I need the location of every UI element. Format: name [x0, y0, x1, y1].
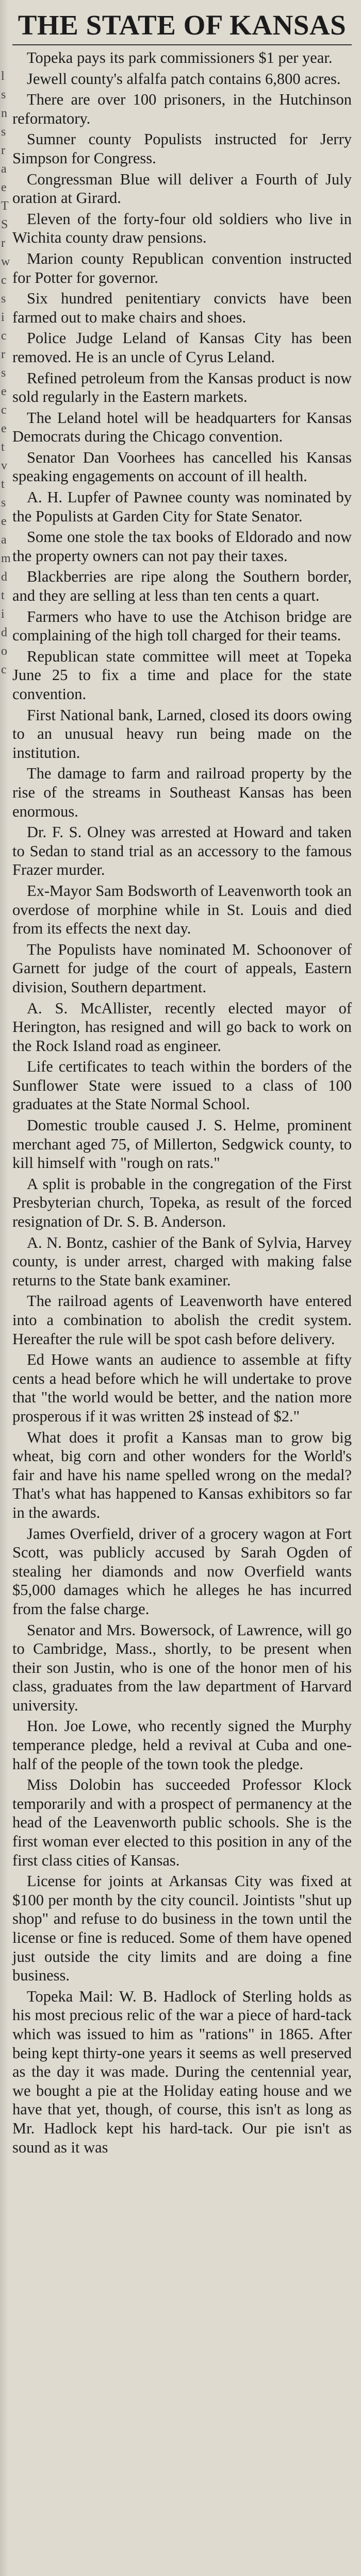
margin-letter: r	[1, 348, 5, 361]
margin-letter: c	[1, 403, 7, 417]
margin-letter: n	[1, 107, 7, 120]
margin-letter: t	[1, 478, 5, 491]
news-item: Domestic trouble caused J. S. Helme, prominent merchant aged 75, of Millerton, Sedgwick county, to kill himself with "rough on rats."	[12, 1116, 352, 1172]
news-item: A. H. Lupfer of Pawnee county was nominated by the Populists at Garden City for State Senator.	[12, 488, 352, 525]
news-item: Police Judge Leland of Kansas City has been removed. He is an uncle of Cyrus Leland.	[12, 329, 352, 366]
margin-letter: r	[1, 144, 5, 157]
news-item: The Populists have nominated M. Schoonover of Garnett for judge of the court of appeals, Eastern division, Southern department.	[12, 940, 352, 996]
news-items-column	[12, 48, 352, 2157]
margin-letter: s	[1, 125, 6, 139]
margin-letter: c	[1, 663, 7, 676]
margin-letter: i	[1, 607, 5, 621]
news-item: Ex-Mayor Sam Bodsworth of Leavenworth took an overdose of morphine while in St. Louis and died from its effects the next day.	[12, 882, 352, 938]
margin-letter: T	[1, 199, 9, 213]
news-item: Topeka Mail: W. B. Hadlock of Sterling holds as his most precious relic of the war a piece of hard-tack which was issued to him as "rations" in 1865. After being kept thirty-one years it seems as well preserved as the day it was made. During the centennial year, we bought a pie at the Holiday eating house and we have that yet, though, of course, this isn't as long as Mr. Hadlock kept his hard-tack. Our pie isn't as sound as it was	[12, 1987, 352, 2156]
margin-letter: m	[1, 552, 11, 565]
margin-letter: t	[1, 440, 5, 454]
news-item: Republican state committee will meet at Topeka June 25 to fix a time and place for the state convention.	[12, 647, 352, 703]
news-item: License for joints at Arkansas City was fixed at $100 per month by the city council. Jointists "shut up shop" and refuse to do business in the town until the license or fine is reduced. Some of them have opened just outside the city limits and are doing a fine business.	[12, 1872, 352, 1985]
news-item: Hon. Joe Lowe, who recently signed the Murphy temperance pledge, held a revival at Cuba and one-half of the people of the town took the pledge.	[12, 1717, 352, 1773]
margin-letter: e	[1, 181, 7, 194]
news-item: Dr. F. S. Olney was arrested at Howard and taken to Sedan to stand trial as an accessory to the famous Frazer murder.	[12, 823, 352, 879]
margin-letter-column	[1, 67, 11, 679]
news-item: There are over 100 prisoners, in the Hutchinson reformatory.	[12, 91, 352, 127]
news-item: Topeka pays its park commissioners $1 per year.	[27, 49, 333, 66]
news-item: Life certificates to teach within the borders of the Sunflower State were issued to a class of 100 graduates at the State Normal School.	[12, 1058, 352, 1113]
news-item: Refined petroleum from the Kansas product is now sold regularly in the Eastern markets.	[12, 369, 352, 406]
margin-letter: s	[1, 88, 6, 101]
news-item: A. S. McAllister, recently elected mayor of Herington, has resigned and will go back to work on the Rock Island road as engineer.	[12, 999, 352, 1055]
news-item: The Leland hotel will be headquarters for Kansas Democrats during the Chicago convention.	[12, 409, 352, 446]
news-item: Miss Dolobin has succeeded Professor Klock temporarily and with a prospect of permanency at the head of the Leavenworth public schools. She is the first woman ever elected to this position in any of the first class cities of Kansas.	[12, 1776, 352, 1869]
margin-letter: e	[1, 422, 7, 435]
margin-letter: e	[1, 385, 7, 398]
news-item: What does it profit a Kansas man to grow big wheat, big corn and other wonders for the World's fair and have his name spelled wrong on the medal? That's what has happened to Kansas exhibitors so far in the awards.	[12, 1428, 352, 1521]
news-item: Ed Howe wants an audience to assemble at fifty cents a head before which he will undertake to prove that "the world would be better, and the nation more prosperous if it was written 2$ instead of $2."	[12, 1351, 352, 1425]
margin-letter: v	[1, 459, 7, 472]
news-item: Some one stole the tax books of Eldorado and now the property owners can not pay their taxes.	[12, 528, 352, 565]
news-item: Congressman Blue will deliver a Fourth of July oration at Girard.	[12, 170, 352, 207]
news-item: Marion county Republican convention instructed for Potter for governor.	[12, 249, 352, 286]
margin-letter: c	[1, 274, 7, 287]
page-headline: THE STATE OF KANSAS	[12, 9, 352, 45]
news-item: Blackberries are ripe along the Southern border, and they are selling at less than ten cents a quart.	[12, 568, 352, 605]
news-item: First National bank, Larned, closed its doors owing to an unusual heavy run being made on the institution.	[12, 706, 352, 761]
margin-letter: t	[1, 589, 5, 602]
margin-letter: a	[1, 533, 7, 547]
margin-letter: l	[1, 70, 5, 83]
margin-letter: s	[1, 366, 6, 380]
news-item: Six hundred penitentiary convicts have been farmed out to make chairs and shoes.	[12, 290, 352, 326]
margin-letter: d	[1, 570, 7, 584]
news-item: Farmers who have to use the Atchison bridge are complaining of the high toll charged for their teams.	[12, 607, 352, 645]
margin-letter: d	[1, 626, 7, 639]
news-item: A. N. Bontz, cashier of the Bank of Sylvia, Harvey county, is under arrest, charged with making false returns to the State bank examiner.	[12, 1233, 352, 1289]
margin-letter: w	[1, 255, 10, 268]
news-item: Senator Dan Voorhees has cancelled his Kansas speaking engagements on account of ill health.	[12, 448, 352, 485]
margin-letter: s	[1, 292, 6, 306]
news-item: The damage to farm and railroad property by the rise of the streams in Southeast Kansas has been enormous.	[12, 765, 352, 820]
news-item: Senator and Mrs. Bowersock, of Lawrence, will go to Cambridge, Mass., shortly, to be present when their son Justin, who is one of the honor men of his class, graduates from the law department of Harvard university.	[12, 1621, 352, 1714]
news-item: Sumner county Populists instructed for Jerry Simpson for Congress.	[12, 130, 352, 167]
news-item: Jewell county's alfalfa patch contains 6,800 acres.	[27, 70, 341, 88]
news-item: The railroad agents of Leavenworth have entered into a combination to abolish the credit system. Hereafter the rule will be spot cash before delivery.	[12, 1292, 352, 1348]
margin-letter: o	[1, 645, 7, 658]
news-item: Eleven of the forty-four old soldiers who live in Wichita county draw pensions.	[12, 210, 352, 247]
news-item: A split is probable in the congregation of the First Presbyterian church, Topeka, as result of the forced resignation of Dr. S. B. Anderson.	[12, 1175, 352, 1231]
margin-letter: S	[1, 218, 8, 231]
margin-letter: e	[1, 515, 7, 528]
margin-letter: i	[1, 311, 5, 324]
margin-letter: a	[1, 162, 7, 176]
margin-letter: s	[1, 496, 6, 510]
margin-letter: c	[1, 329, 7, 343]
news-item: James Overfield, driver of a grocery wagon at Fort Scott, was publicly accused by Sarah Ogden of stealing her diamonds and now Overfield wants $5,000 damages which he alleges he has incurred from the false charge.	[12, 1524, 352, 1618]
margin-letter: r	[1, 236, 5, 250]
